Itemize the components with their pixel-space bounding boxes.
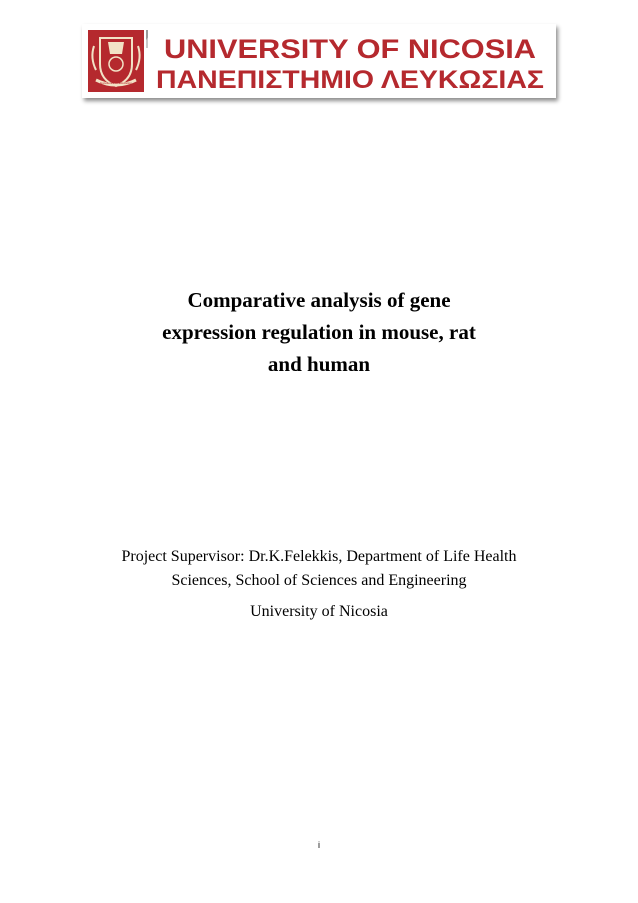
institution-name: University of Nicosia	[250, 603, 388, 620]
page-number: i	[318, 840, 320, 850]
supervisor-line: Sciences, School of Sciences and Engineering	[171, 572, 467, 589]
svg-text:Excellence in Education: Excellence in Education	[100, 81, 132, 85]
supervisor-line: Project Supervisor: Dr.K.Felekkis, Department of Life Health	[121, 548, 517, 565]
title-line: expression regulation in mouse, rat	[162, 320, 476, 344]
university-logo	[82, 24, 556, 98]
supervisor-info	[60, 545, 578, 593]
title-line: Comparative analysis of gene	[187, 288, 451, 312]
title-line: and human	[267, 352, 371, 376]
logo-name-greek: ΠΑΝΕΠΙΣΤΗΜΙΟ ΛΕΥΚΩΣΙΑΣ	[156, 66, 544, 94]
document-title	[60, 284, 578, 380]
university-logo-banner	[82, 24, 556, 98]
logo-name-english: UNIVERSITY OF NICOSIA	[164, 34, 536, 64]
